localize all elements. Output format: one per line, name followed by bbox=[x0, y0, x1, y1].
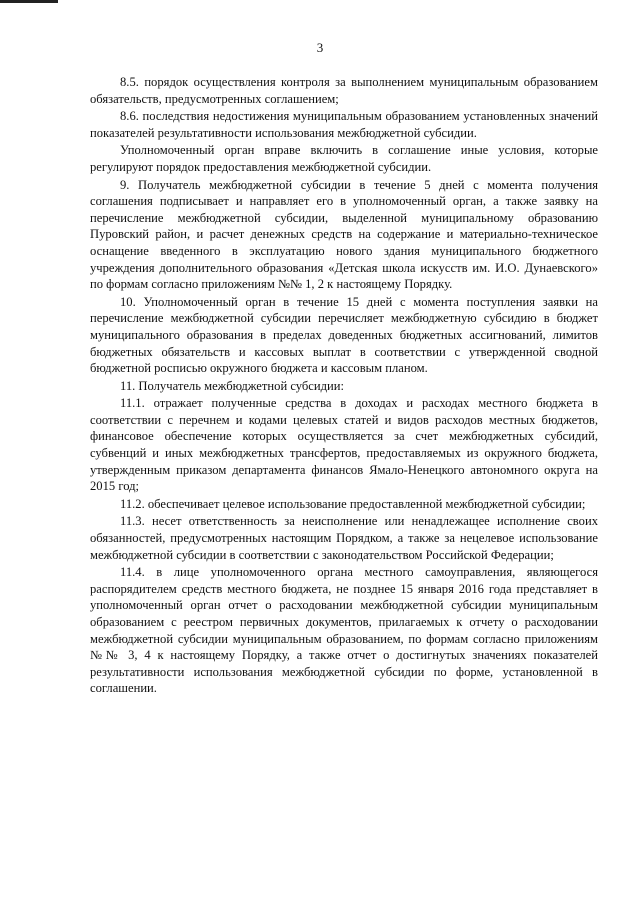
paragraph-11: 11. Получатель межбюджетной субсидии: bbox=[120, 378, 345, 393]
paragraph-11-2: 11.2. обеспечивает целевое использование предоставленной межбюджетной субсидии; bbox=[120, 496, 586, 511]
paragraph-8-5: 8.5. порядок осуществления контроля за выполнением муниципальным образованием обязательств, предусмотренных соглашением; bbox=[90, 75, 598, 106]
paragraph-11-1: 11.1. отражает полученные средства в доходах и расходах местного бюджета в соответствии с перечнем и кодами целевых статей и видов расходов местных бюджетов, финансовое обеспечение которых осуществляется за счет межбюджетных субсидий, субвенций и иных межбюджетных трансфертов, предоставляемых из окружного бюджета, утвержденным приказом департамента финансов Ямало-Ненецкого автономного округа на 2015 год; bbox=[90, 396, 598, 494]
paragraph-9: 9. Получатель межбюджетной субсидии в течение 5 дней с момента получения соглашения подписывает и направляет его в уполномоченный орган, а также заявку на перечисление межбюджетной субсидии, выделенной муниципальному образованию Пуровский район, и расчет денежных средств на содержание и материально-техническое оснащение введенного в эксплуатацию нового здания муниципального бюджетного учреждения дополнительного образования «Детская школа искусств им. И.О. Дунаевского» по формам согласно приложениям №№ 1, 2 к настоящему Порядку. bbox=[90, 177, 598, 292]
paragraph-additional-conditions: Уполномоченный орган вправе включить в соглашение иные условия, которые регулируют порядок предоставления межбюджетной субсидии. bbox=[90, 143, 598, 174]
document-body bbox=[90, 74, 598, 698]
paragraph-11-3: 11.3. несет ответственность за неисполнение или ненадлежащее исполнение своих обязанностей, предусмотренных настоящим Порядком, а также за нецелевое использование межбюджетной субсидии в соответствии с законодательством Российской Федерации; bbox=[90, 514, 598, 562]
paragraph-10: 10. Уполномоченный орган в течение 15 дней с момента поступления заявки на перечисление межбюджетной субсидии перечисляет межбюджетную субсидию в бюджет муниципального образования в пределах доведенных бюджетных ассигнований, лимитов бюджетных обязательств и кассовых выплат в соответствии с утвержденной сводной бюджетной росписью окружного бюджета и кассовым планом. bbox=[90, 294, 598, 376]
page-number: 3 bbox=[316, 40, 324, 55]
scan-edge-mark bbox=[0, 0, 58, 3]
paragraph-11-4: 11.4. в лице уполномоченного органа местного самоуправления, являющегося распорядителем средств местного бюджета, не позднее 15 января 2016 года представляет в уполномоченный орган отчет о расходовании межбюджетной субсидии муниципальным образованием с реестром первичных документов, прилагаемых к отчету о расходовании межбюджетной субсидии муниципальным образованием, по формам согласно приложениям №№ 3, 4 к настоящему Порядку, а также отчет о достигнутых значениях показателей результативности использования межбюджетной субсидии по форме, установленной в соглашении. bbox=[90, 565, 598, 696]
paragraph-8-6: 8.6. последствия недостижения муниципальным образованием установленных значений показателей результативности использования межбюджетной субсидии. bbox=[90, 109, 598, 140]
